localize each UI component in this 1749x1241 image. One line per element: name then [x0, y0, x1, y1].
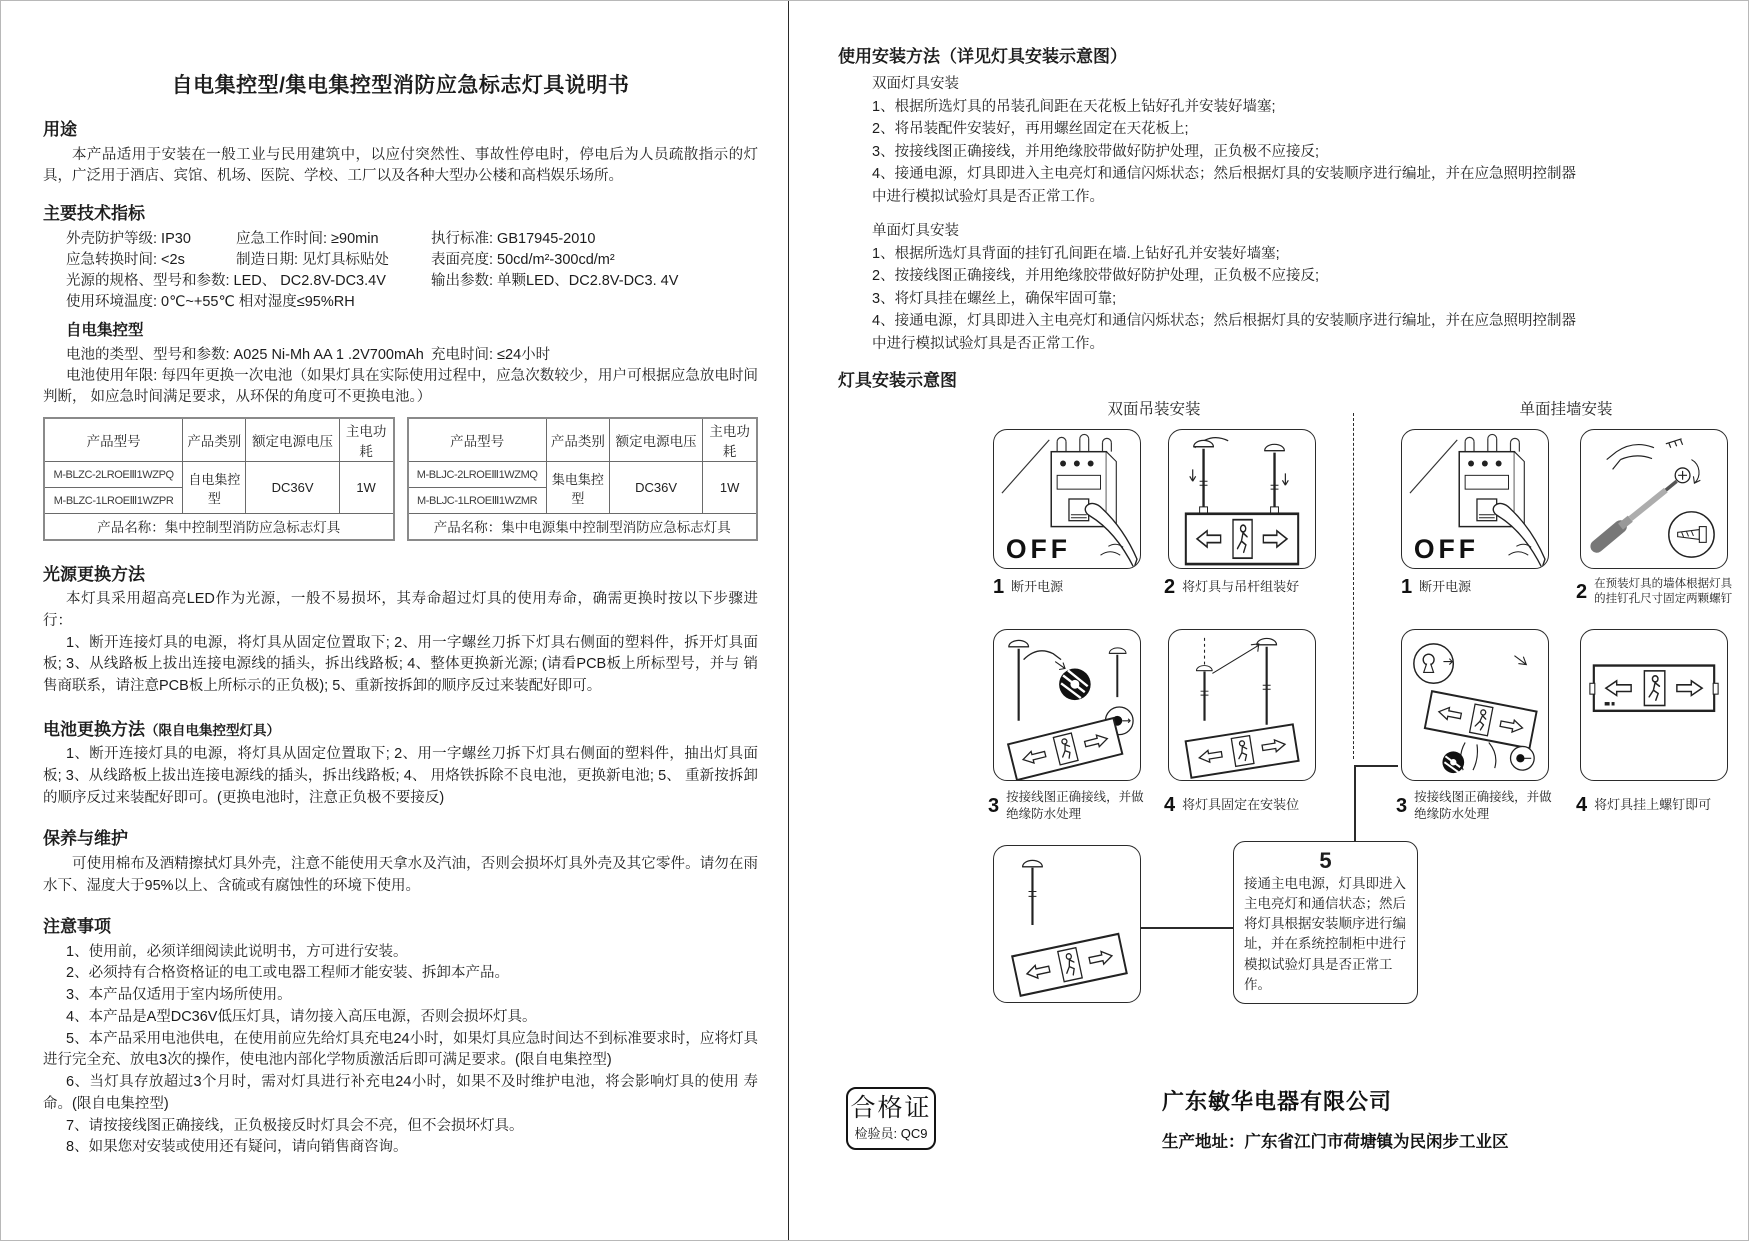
spec-item: 表面亮度: 50cd/m²-300cd/m² — [431, 252, 615, 269]
hung-lamp-icon — [994, 846, 1140, 1002]
tech-specs — [66, 229, 758, 313]
notice-item: 3、本产品仅适用于室内场所使用。 — [66, 987, 292, 1004]
double-side-subheading: 双面灯具安装 — [872, 76, 959, 93]
step-number: 3 — [1396, 794, 1408, 817]
install-item: 1、根据所选灯具背面的挂钉孔间距在墙.上钻好孔并安装好墙塞; — [872, 245, 1280, 262]
step-text: 按接线图正确接线，并做绝缘防水处理 — [1006, 790, 1144, 821]
notice-item: 5、本产品采用电池供电，在使用前应先给灯具充电24小时，如果灯具应急时间达不到标准要求时，应将灯具进行完全充、放电3次的操作，使电池内部化学物质激活后即可满足要求。(限自电集控型) — [43, 1030, 758, 1069]
hanging-sign-icon — [1169, 430, 1315, 568]
col-header-category: 产品类别 — [546, 418, 609, 462]
step-caption — [1401, 577, 1471, 597]
product-category: 自电集控型 — [183, 462, 246, 514]
usage-body: 本产品适用于安装在一般工业与民用建筑中，以应付突然性、事故性停电时，停电后为人员疏散指示的灯具，广泛用于酒店、宾馆、机场、医院、学校、工厂以及各种大型办公楼和高档娱乐场所。 — [43, 146, 758, 185]
model-number: M-BLZC-1LROEⅢ1WZPR — [44, 488, 183, 514]
install-item: 2、按接线图正确接线，并用绝缘胶带做好防护处理，正负极不应接反; — [872, 268, 1320, 285]
product-name-footer: 产品名称：集中电源集中控制型消防应急标志灯具 — [408, 514, 758, 540]
col-header-model: 产品型号 — [44, 418, 183, 462]
column-divider — [1353, 413, 1354, 759]
wall-lamp-wiring-icon — [1402, 630, 1548, 780]
spec-row — [66, 250, 758, 271]
model-number: M-BLJC-2LROEⅢ1WZMQ — [408, 462, 547, 488]
install-item: 4、接通电源，灯具即进入主电亮灯和通信闪烁状态；然后根据灯具的安装顺序进行编址，并在应急照明控制器中进行模拟试验灯具是否正常工作。 — [872, 166, 1577, 205]
col-header-model: 产品型号 — [408, 418, 547, 462]
step-caption — [1164, 795, 1299, 815]
step-text: 断开电源 — [1419, 578, 1472, 594]
step-text: 将灯具挂上螺钉即可 — [1594, 796, 1712, 812]
product-tables — [43, 417, 758, 541]
step-caption — [1576, 577, 1734, 607]
spec-row — [66, 292, 758, 313]
subsection-self-type-heading: 自电集控型 — [66, 322, 144, 340]
qc-certificate-title: 合格证 — [850, 1094, 932, 1122]
fix-lamp-icon — [1169, 630, 1315, 780]
panel-wiring-double — [993, 629, 1141, 781]
product-table-self-powered — [43, 417, 395, 541]
panel-hang-on-screws — [1580, 629, 1728, 781]
notice-item: 7、请按接线图正确接线，正负极接反时灯具会不亮，但不会损坏灯具。 — [66, 1117, 524, 1134]
spec-item: 外壳防护等级: IP30 — [66, 231, 191, 248]
step5-text: 接通主电电源，灯具即进入主电亮灯和通信状态；然后将灯具根据安装顺序进行编址，并在系统控制柜中进行模拟试验灯具是否正常工作。 — [1244, 875, 1406, 992]
install-item: 1、根据所选灯具的吊装孔间距在天花板上钻好孔并安装好墙塞; — [872, 98, 1276, 115]
panel-assemble-rods — [1168, 429, 1316, 569]
charge-time-spec: 充电时间: ≤24小时 — [431, 346, 551, 363]
step-number: 4 — [1576, 794, 1588, 817]
double-column-title: 双面吊装安装 — [1107, 401, 1201, 419]
section-diagram-heading: 灯具安装示意图 — [838, 371, 957, 391]
step-caption — [1576, 795, 1711, 815]
exit-sign-flat-icon — [1581, 630, 1727, 780]
section-install-heading: 使用安装方法（详见灯具安装示意图） — [838, 47, 1127, 66]
install-instructions — [872, 73, 1586, 355]
model-number: M-BLJC-1LROEⅢ1WZMR — [408, 488, 547, 514]
main-power: 1W — [703, 462, 757, 514]
step-number: 1 — [993, 576, 1005, 599]
notice-item: 1、使用前，必须详细阅读此说明书，方可进行安装。 — [66, 943, 408, 960]
wiring-tape-icon — [994, 630, 1140, 780]
step-text: 按接线图正确接线，并做绝缘防水处理 — [1414, 790, 1552, 821]
product-table-central-powered — [407, 417, 759, 541]
col-header-voltage: 额定电源电压 — [610, 418, 703, 462]
qc-inspector-label: 检验员: QC9 — [854, 1125, 928, 1141]
install-item: 4、接通电源，灯具即进入主电亮灯和通信闪烁状态；然后根据灯具的安装顺序进行编址，并在应急照明控制器中进行模拟试验灯具是否正常工作。 — [872, 313, 1577, 352]
notice-item: 6、当灯具存放超过3个月时，需对灯具进行补充电24小时，如果不及时维护电池，将会影响灯具的使用 寿命。(限自电集控型) — [43, 1074, 758, 1112]
section-specs-heading: 主要技术指标 — [43, 204, 145, 224]
notice-item: 4、本产品是A型DC36V低压灯具，请勿接入高压电源，否则会损坏灯具。 — [66, 1008, 537, 1025]
step5-note-box — [1233, 841, 1418, 1004]
light-replace-intro: 本灯具采用超高亮LED作为光源，一般不易损坏，其寿命超过灯具的使用寿命，确需更换时按以下步骤进行： — [43, 591, 758, 629]
section-notices-heading: 注意事项 — [43, 917, 111, 937]
doc-title: 自电集控型/集电集控型消防应急标志灯具说明书 — [171, 74, 630, 97]
panel-power-off-double — [993, 429, 1141, 569]
step-caption — [988, 789, 1148, 822]
section-light-replace-heading: 光源更换方法 — [43, 564, 145, 584]
spec-item: 使用环境温度: 0℃~+55℃ 相对湿度≤95%RH — [66, 294, 355, 311]
install-item: 3、将灯具挂在螺丝上，确保牢固可靠; — [872, 290, 1117, 307]
step-text: 将灯具固定在安装位 — [1182, 796, 1300, 812]
step-number: 4 — [1164, 794, 1176, 817]
installation-diagram — [838, 397, 1733, 1041]
manufacturer-address: 生产地址：广东省江门市荷塘镇为民闲步工业区 — [1162, 1133, 1509, 1151]
col-header-power: 主电功耗 — [703, 418, 757, 462]
step-text: 在预装灯具的墙体根据灯具的挂钉孔尺寸固定两颗螺钉 — [1594, 578, 1733, 606]
spec-row — [66, 271, 758, 292]
step-number: 1 — [1401, 576, 1413, 599]
step-number: 2 — [1576, 581, 1588, 604]
battery-life-note: 电池使用年限: 每四年更换一次电池（如果灯具在实际使用过程中，应急次数较少，用户可根据应急放电时间判断， 如应急时间满足要求，从环保的角度可不更换电池。） — [43, 367, 758, 406]
main-power: 1W — [339, 462, 393, 514]
rated-voltage: DC36V — [610, 462, 703, 514]
panel-fix-screws — [1580, 429, 1728, 569]
install-item: 3、按接线图正确接线，并用绝缘胶带做好防护处理，正负极不应接反; — [872, 143, 1320, 160]
model-number: M-BLZC-2LROEⅢ1WZPQ — [44, 462, 183, 488]
battery-replace-heading-note: （限自电集控型灯具） — [145, 722, 280, 738]
col-header-voltage: 额定电源电压 — [246, 418, 339, 462]
connector-line — [1141, 927, 1233, 929]
connector-elbow-horizontal — [1354, 765, 1398, 767]
single-column-title: 单面挂墙安装 — [1519, 401, 1613, 419]
panel-fix-position — [1168, 629, 1316, 781]
col-header-power: 主电功耗 — [339, 418, 393, 462]
spec-item: 制造日期: 见灯具标贴处 — [236, 252, 390, 269]
step-caption — [1396, 789, 1556, 822]
spec-item: 应急转换时间: <2s — [66, 252, 185, 269]
col-header-category: 产品类别 — [183, 418, 246, 462]
spec-item: 执行标准: GB17945-2010 — [431, 231, 596, 248]
page-left — [1, 1, 789, 1240]
manufacturer-block — [1162, 1085, 1509, 1152]
battery-replace-heading-main: 电池更换方法 — [43, 719, 145, 739]
panel-power-off-single — [1401, 429, 1549, 569]
step-caption — [993, 577, 1063, 597]
step-caption — [1164, 577, 1299, 597]
panel-wiring-single — [1401, 629, 1549, 781]
product-name-footer: 产品名称：集中控制型消防应急标志灯具 — [44, 514, 394, 540]
rated-voltage: DC36V — [246, 462, 339, 514]
spec-item: 应急工作时间: ≥90min — [236, 231, 379, 248]
care-body: 可使用棉布及酒精擦拭灯具外壳，注意不能使用天拿水及汽油，否则会损坏灯具外壳及其它零件。请勿在雨水下、湿度大于95%以上、含硫或有腐蚀性的环境下使用。 — [43, 855, 758, 894]
install-item: 2、将吊装配件安装好，再用螺丝固定在天花板上; — [872, 121, 1189, 138]
spec-row — [66, 229, 758, 250]
step-number: 2 — [1164, 576, 1176, 599]
step-number: 3 — [988, 794, 1000, 817]
connector-elbow-vertical — [1354, 765, 1356, 841]
manufacturer-name: 广东敏华电器有限公司 — [1162, 1089, 1393, 1114]
section-care-heading: 保养与维护 — [43, 829, 128, 849]
battery-spec-row — [66, 345, 758, 366]
spec-item: 光源的规格、型号和参数: LED、 DC2.8V-DC3.4V — [66, 273, 386, 290]
single-side-subheading: 单面灯具安装 — [872, 223, 959, 240]
qc-certificate-badge — [846, 1087, 936, 1150]
light-replace-steps: 1、断开连接灯具的电源，将灯具从固定位置取下; 2、用一字螺丝刀拆下灯具右侧面的塑料件，拆开灯具面 板; 3、从线路板上拔出连接电源线的插头，拆出线路板; 4、整体更换新光源; (请看PCB板上所标型号，并与 销售商联系，请注意PCB板上所标示的正负极); 5、重新按拆卸的顺序反过来装配好即可。 — [43, 634, 758, 694]
section-usage-heading: 用途 — [43, 120, 77, 140]
spec-item: 输出参数: 单颗LED、DC2.8V-DC3. 4V — [431, 273, 679, 290]
step-text: 断开电源 — [1011, 578, 1064, 594]
notice-item: 8、如果您对安装或使用还有疑问，请向销售商咨询。 — [66, 1139, 408, 1156]
notice-item: 2、必须持有合格资格证的电工或电器工程师才能安装、拆卸本产品。 — [66, 965, 510, 982]
panel-final-hang — [993, 845, 1141, 1003]
screwdriver-icon — [1581, 430, 1727, 568]
step-text: 将灯具与吊杆组装好 — [1182, 578, 1300, 594]
page-right — [790, 1, 1748, 1240]
product-category: 集电集控型 — [546, 462, 609, 514]
battery-replace-steps: 1、断开连接灯具的电源，将灯具从固定位置取下; 2、用一字螺丝刀拆下灯具右侧面的塑料件，抽出灯具面板; 3、从线路板上拔出连接电源线的插头，拆出线路板; 4、 用烙铁拆除不良电池，更换新电池; 5、 重新按拆卸的顺序反过来装配好即可。(更换电池时，注意正负极不要接反) — [43, 746, 758, 806]
section-battery-replace-heading — [43, 720, 758, 740]
step5-number: 5 — [1319, 848, 1332, 874]
battery-spec: 电池的类型、型号和参数: A025 Ni-Mh AA 1 .2V700mAh — [66, 346, 424, 363]
